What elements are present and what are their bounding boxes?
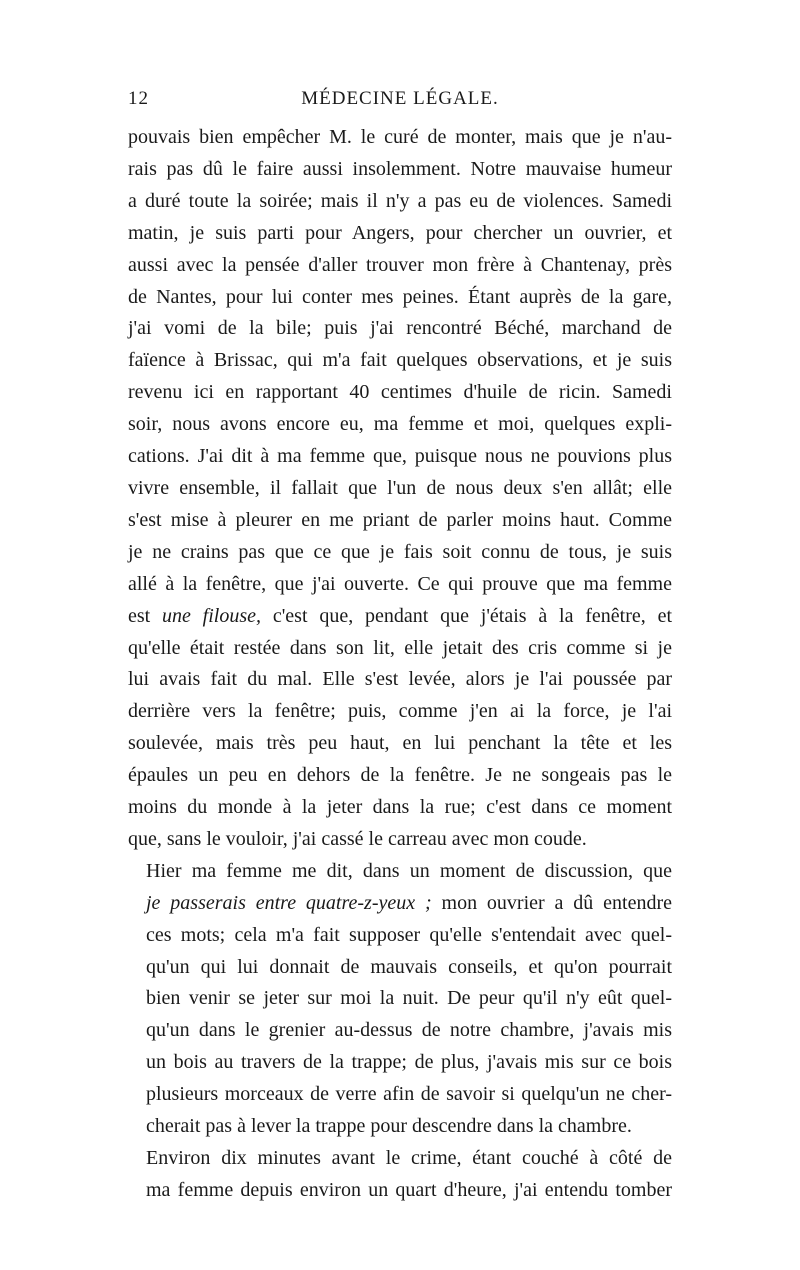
- text-line: ces mots; cela m'a fait supposer qu'elle s'entendait avec quel-: [146, 923, 672, 946]
- text-line: bien venir se jeter sur moi la nuit. De peur qu'il n'y eût quel-: [146, 987, 672, 1010]
- paragraph: [128, 1143, 672, 1207]
- paragraph: [128, 856, 672, 1143]
- text-line: faïence à Brissac, qui m'a fait quelques observations, et je suis: [128, 349, 672, 372]
- text-line: ma femme depuis environ un quart d'heure, j'ai entendu tomber: [146, 1178, 672, 1201]
- text-line: revenu ici en rapportant 40 centimes d'huile de ricin. Samedi: [128, 381, 672, 404]
- running-head: MÉDECINE LÉGALE.: [301, 88, 499, 109]
- text-line: cherait pas à lever la trappe pour descendre dans la chambre.: [146, 1115, 632, 1138]
- text-line: soulevée, mais très peu haut, en lui penchant la tête et les: [128, 732, 672, 755]
- text-line: un bois au travers de la trappe; de plus, j'avais mis sur ce bois: [146, 1051, 672, 1074]
- text-line: derrière vers la fenêtre; puis, comme j'en ai la force, je l'ai: [128, 700, 672, 723]
- text-line: que, sans le vouloir, j'ai cassé le carreau avec mon coude.: [128, 827, 587, 850]
- text-line: aussi avec la pensée d'aller trouver mon frère à Chantenay, près: [128, 253, 672, 276]
- text-line: pouvais bien empêcher M. le curé de monter, mais que je n'au-: [128, 126, 672, 148]
- text-line: plusieurs morceaux de verre afin de savoir si quelqu'un ne cher-: [146, 1083, 672, 1106]
- text-line: cations. J'ai dit à ma femme que, puisque nous ne pouvions plus: [128, 445, 672, 468]
- text-line: soir, nous avons encore eu, ma femme et moi, quelques expli-: [128, 413, 672, 436]
- text-line: qu'elle était restée dans son lit, elle jetait des cris comme si je: [128, 636, 672, 659]
- text-line: s'est mise à pleurer en me priant de parler moins haut. Comme: [128, 508, 672, 531]
- text-line: épaules un peu en dehors de la fenêtre. Je ne songeais pas le: [128, 764, 672, 787]
- text-line: qu'un dans le grenier au-dessus de notre chambre, j'avais mis: [146, 1019, 672, 1042]
- text-line: de Nantes, pour lui conter mes peines. Étant auprès de la gare,: [128, 285, 672, 308]
- text-line: Environ dix minutes avant le crime, étant couché à côté de: [146, 1147, 672, 1169]
- page-number: 12: [128, 88, 149, 109]
- italic-text: une filouse,: [162, 604, 262, 627]
- text-line: allé à la fenêtre, que j'ai ouverte. Ce qui prouve que ma femme: [128, 572, 672, 595]
- text-line: j'ai vomi de la bile; puis j'ai rencontré Béché, marchand de: [128, 317, 672, 340]
- text-line: je passerais entre quatre-z-yeux ; mon ouvrier a dû entendre: [146, 891, 672, 914]
- text-line: moins du monde à la jeter dans la rue; c'est dans ce moment: [128, 796, 672, 819]
- italic-text: je passerais entre quatre-z-yeux ;: [146, 891, 432, 914]
- text-line: vivre ensemble, il fallait que l'un de nous deux s'en allât; elle: [128, 476, 672, 499]
- body-text: [128, 122, 672, 1207]
- text-line: je ne crains pas que ce que je fais soit connu de tous, je suis: [128, 540, 672, 563]
- paragraph: [128, 122, 672, 856]
- text-line: Hier ma femme me dit, dans un moment de discussion, que: [146, 859, 672, 882]
- text-line: matin, je suis parti pour Angers, pour chercher un ouvrier, et: [128, 221, 672, 244]
- page-header: [128, 88, 672, 118]
- text-line: est une filouse, c'est que, pendant que j'étais à la fenêtre, et: [128, 604, 673, 627]
- text-line: qu'un qui lui donnait de mauvais conseils, et qu'on pourrait: [146, 955, 672, 978]
- text-line: a duré toute la soirée; mais il n'y a pas eu de violences. Samedi: [128, 189, 672, 212]
- text-line: lui avais fait du mal. Elle s'est levée, alors je l'ai poussée par: [128, 668, 672, 691]
- text-line: rais pas dû le faire aussi insolemment. Notre mauvaise humeur: [128, 157, 672, 180]
